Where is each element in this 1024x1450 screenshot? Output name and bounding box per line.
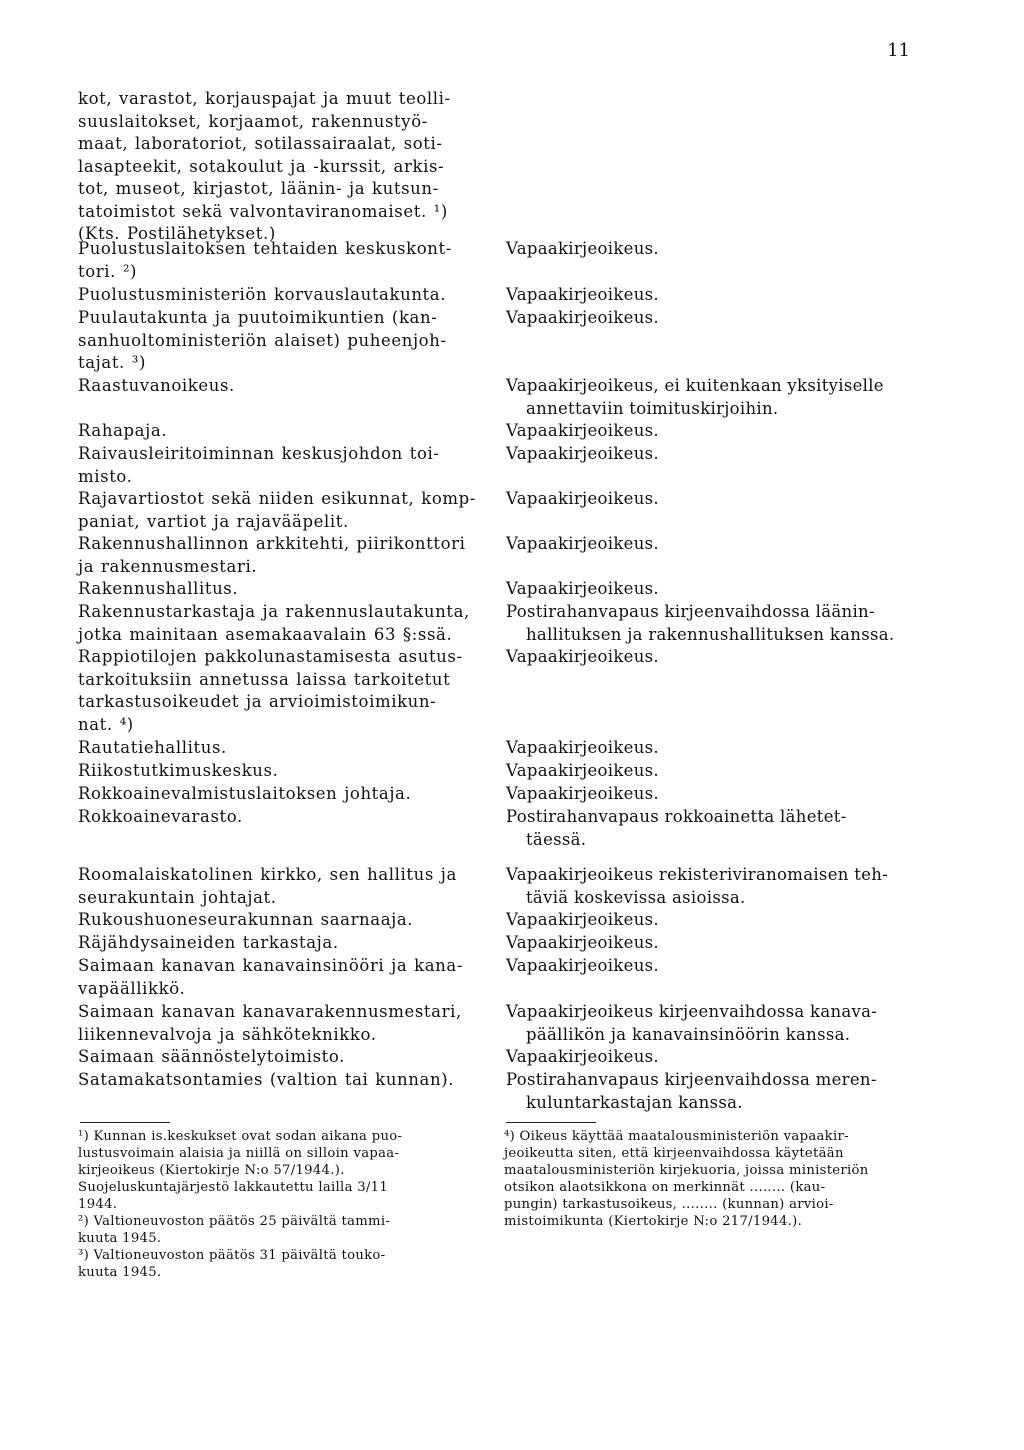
authority-line: Roomalaiskatolinen kirkko, sen hallitus ja [78,865,457,884]
privilege-line: Vapaakirjeoikeus. [506,239,659,258]
authority-line: tori. ²) [78,261,138,281]
authority-line: tajat. ³) [78,353,146,372]
entry-authority [78,806,476,829]
entry-authority [78,760,476,783]
entry-privilege [506,955,910,978]
footnote-line: kirjeoikeus (Kiertokirje N:o 57/1944.). [78,1163,345,1178]
privilege-line: Vapaakirjeoikeus. [506,933,659,952]
entry-privilege [506,864,910,909]
entry-authority [78,88,476,246]
entry-privilege [506,601,910,646]
authority-line: Rukoushuoneseurakunnan saarnaaja. [78,910,414,929]
entry-authority [78,238,476,283]
footnote-line: ⁴) Oikeus käyttää maatalousministeriön vapaakir- [504,1129,849,1144]
entry-privilege [506,307,910,330]
privilege-line: Vapaakirjeoikeus. [506,761,659,780]
entry-authority [78,375,476,398]
footnote-line: pungin) tarkastusoikeus, ........ (kunnan) arvioi- [504,1197,834,1212]
entry-authority [78,955,476,1000]
authority-line: Saimaan kanavan kanavarakennusmestari, [78,1002,462,1021]
entry-privilege [506,783,910,806]
authority-line: lasapteekit, sotakoulut ja -kurssit, arkis- [78,156,445,176]
entry-authority [78,909,476,932]
footnote-line: mistoimikunta (Kiertokirje N:o 217/1944.). [504,1214,803,1229]
entry-authority [78,646,476,736]
privilege-line: Vapaakirjeoikeus. [506,738,659,757]
footnote-line: 1944. [78,1197,118,1212]
entry-authority [78,533,476,578]
privilege-line: Vapaakirjeoikeus. [506,308,659,327]
authority-line: Rakennustarkastaja ja rakennuslautakunta, [78,602,470,621]
entry-privilege [506,533,910,556]
authority-line: (Kts. Postilähetykset.) [78,224,276,243]
entry-privilege [506,375,910,420]
authority-line: Puolustusministeriön korvauslautakunta. [78,285,447,304]
authority-line: Riikostutkimuskeskus. [78,761,279,780]
footnote-line: jeoikeutta siten, että kirjeenvaihdossa käytetään [504,1146,844,1161]
authority-line: tatoimistot sekä valvontaviranomaiset. ¹) [78,201,448,221]
entry-privilege [506,1069,910,1114]
privilege-line: täviä koskevissa asioissa. [526,887,746,907]
authority-line: paniat, vartiot ja rajavääpelit. [78,511,349,531]
entry-authority [78,443,476,488]
privilege-line: Vapaakirjeoikeus kirjeenvaihdossa kanava- [506,1002,878,1021]
entry-privilege [506,760,910,783]
footnote-rule-right [506,1122,596,1123]
footnote-line: otsikon alaotsikkona on merkinnät ........ (kau- [504,1180,826,1195]
entry-authority [78,1001,476,1046]
authority-line: Puulautakunta ja puutoimikuntien (kan- [78,308,438,327]
authority-line: Saimaan säännöstelytoimisto. [78,1047,345,1066]
authority-line: tarkoituksiin annetussa laissa tarkoitetut [78,669,451,689]
entry-privilege [506,932,910,955]
footnote-line: ²) Valtioneuvoston päätös 25 päivältä tammi- [78,1214,391,1229]
privilege-line: Vapaakirjeoikeus. [506,489,659,508]
entry-privilege [506,443,910,466]
authority-line: Rokkoainevarasto. [78,807,243,826]
privilege-line: Postirahanvapaus rokkoainetta lähetet- [506,807,847,826]
authority-line: tot, museot, kirjastot, läänin- ja kutsun- [78,179,439,198]
entry-privilege [506,420,910,443]
authority-line: Rokkoainevalmistuslaitoksen johtaja. [78,784,412,803]
entry-privilege [506,578,910,601]
authority-line: tarkastusoikeudet ja arvioimistoimikun- [78,692,437,711]
authority-line: seurakuntain johtajat. [78,887,277,907]
privilege-line: Vapaakirjeoikeus. [506,910,659,929]
entry-authority [78,783,476,806]
entry-authority [78,578,476,601]
entry-privilege [506,806,910,851]
authority-line: Puolustuslaitoksen tehtaiden keskuskont- [78,239,452,258]
authority-line: nat. ⁴) [78,714,134,734]
entry-authority [78,284,476,307]
privilege-line: Vapaakirjeoikeus. [506,956,659,975]
authority-line: liikennevalvoja ja sähköteknikko. [78,1024,377,1044]
privilege-line: Vapaakirjeoikeus. [506,647,659,666]
authority-line: Raastuvanoikeus. [78,376,235,395]
authority-line: Rappiotilojen pakkolunastamisesta asutus- [78,647,463,666]
authority-line: Räjähdysaineiden tarkastaja. [78,933,339,952]
entry-privilege [506,1001,910,1046]
authority-line: suuslaitokset, korjaamot, rakennustyö- [78,111,428,131]
entry-privilege [506,284,910,307]
footnote-line: ³) Valtioneuvoston päätös 31 päivältä touko- [78,1248,386,1263]
footnote-line: kuuta 1945. [78,1265,162,1280]
footnotes-left [78,1128,478,1281]
entry-privilege [506,737,910,760]
entry-authority [78,864,476,909]
privilege-line: Vapaakirjeoikeus. [506,285,659,304]
privilege-line: Postirahanvapaus kirjeenvaihdossa meren- [506,1070,877,1089]
footnote-rule-left [80,1122,170,1123]
entry-authority [78,1069,476,1092]
entry-authority [78,420,476,443]
privilege-line: Vapaakirjeoikeus. [506,534,659,553]
entry-authority [78,601,476,646]
entry-privilege [506,488,910,511]
authority-line: misto. [78,466,133,486]
entry-authority [78,932,476,955]
privilege-line: annettaviin toimituskirjoihin. [526,398,779,418]
privilege-line: Vapaakirjeoikeus rekisteriviranomaisen teh- [506,865,889,884]
privilege-line: Vapaakirjeoikeus. [506,421,659,440]
entry-authority [78,307,476,375]
authority-line: jotka mainitaan asemakaavalain 63 §:ssä. [78,624,453,644]
footnote-line: kuuta 1945. [78,1231,162,1246]
entry-privilege [506,909,910,932]
footnotes-right [504,1128,908,1230]
page-number: 11 [887,40,910,61]
entry-authority [78,488,476,533]
footnote-line: lustusvoimain alaisia ja niillä on silloin vapaa- [78,1146,400,1161]
entry-authority [78,737,476,760]
privilege-line: Vapaakirjeoikeus. [506,1047,659,1066]
entry-privilege [506,646,910,669]
authority-line: Satamakatsontamies (valtion tai kunnan). [78,1070,455,1089]
authority-line: Rahapaja. [78,421,168,440]
entry-authority [78,1046,476,1069]
authority-line: Rakennushallinnon arkkitehti, piirikonttori [78,534,466,553]
authority-line: sanhuoltoministeriön alaiset) puheenjoh- [78,330,447,350]
authority-line: Raivausleiritoiminnan keskusjohdon toi- [78,444,440,463]
authority-line: Rautatiehallitus. [78,738,227,757]
privilege-line: Vapaakirjeoikeus. [506,784,659,803]
privilege-line: täessä. [526,829,587,849]
footnote-line: maatalousministeriön kirjekuoria, joissa ministeriön [504,1163,869,1178]
privilege-line: Vapaakirjeoikeus, ei kuitenkaan yksityiselle [506,376,884,395]
privilege-line: Vapaakirjeoikeus. [506,579,659,598]
authority-line: Rajavartiostot sekä niiden esikunnat, komp- [78,489,476,508]
authority-line: maat, laboratoriot, sotilassairaalat, soti- [78,134,443,153]
privilege-line: kuluntarkastajan kanssa. [526,1092,743,1112]
footnote-line: ¹) Kunnan is.keskukset ovat sodan aikana puo- [78,1129,403,1144]
authority-line: kot, varastot, korjauspajat ja muut teolli- [78,89,451,108]
authority-line: ja rakennusmestari. [78,556,258,576]
footnote-line: Suojeluskuntajärjestö lakkautettu lailla 3/11 [78,1180,389,1195]
authority-line: vapäällikkö. [78,978,186,998]
privilege-line: päällikön ja kanavainsinöörin kanssa. [526,1024,851,1044]
authority-line: Rakennushallitus. [78,579,239,598]
authority-line: Saimaan kanavan kanavainsinööri ja kana- [78,956,464,975]
privilege-line: Vapaakirjeoikeus. [506,444,659,463]
entry-privilege [506,1046,910,1069]
entry-privilege [506,238,910,261]
privilege-line: Postirahanvapaus kirjeenvaihdossa läänin- [506,602,875,621]
privilege-line: hallituksen ja rakennushallituksen kanssa. [526,624,895,644]
